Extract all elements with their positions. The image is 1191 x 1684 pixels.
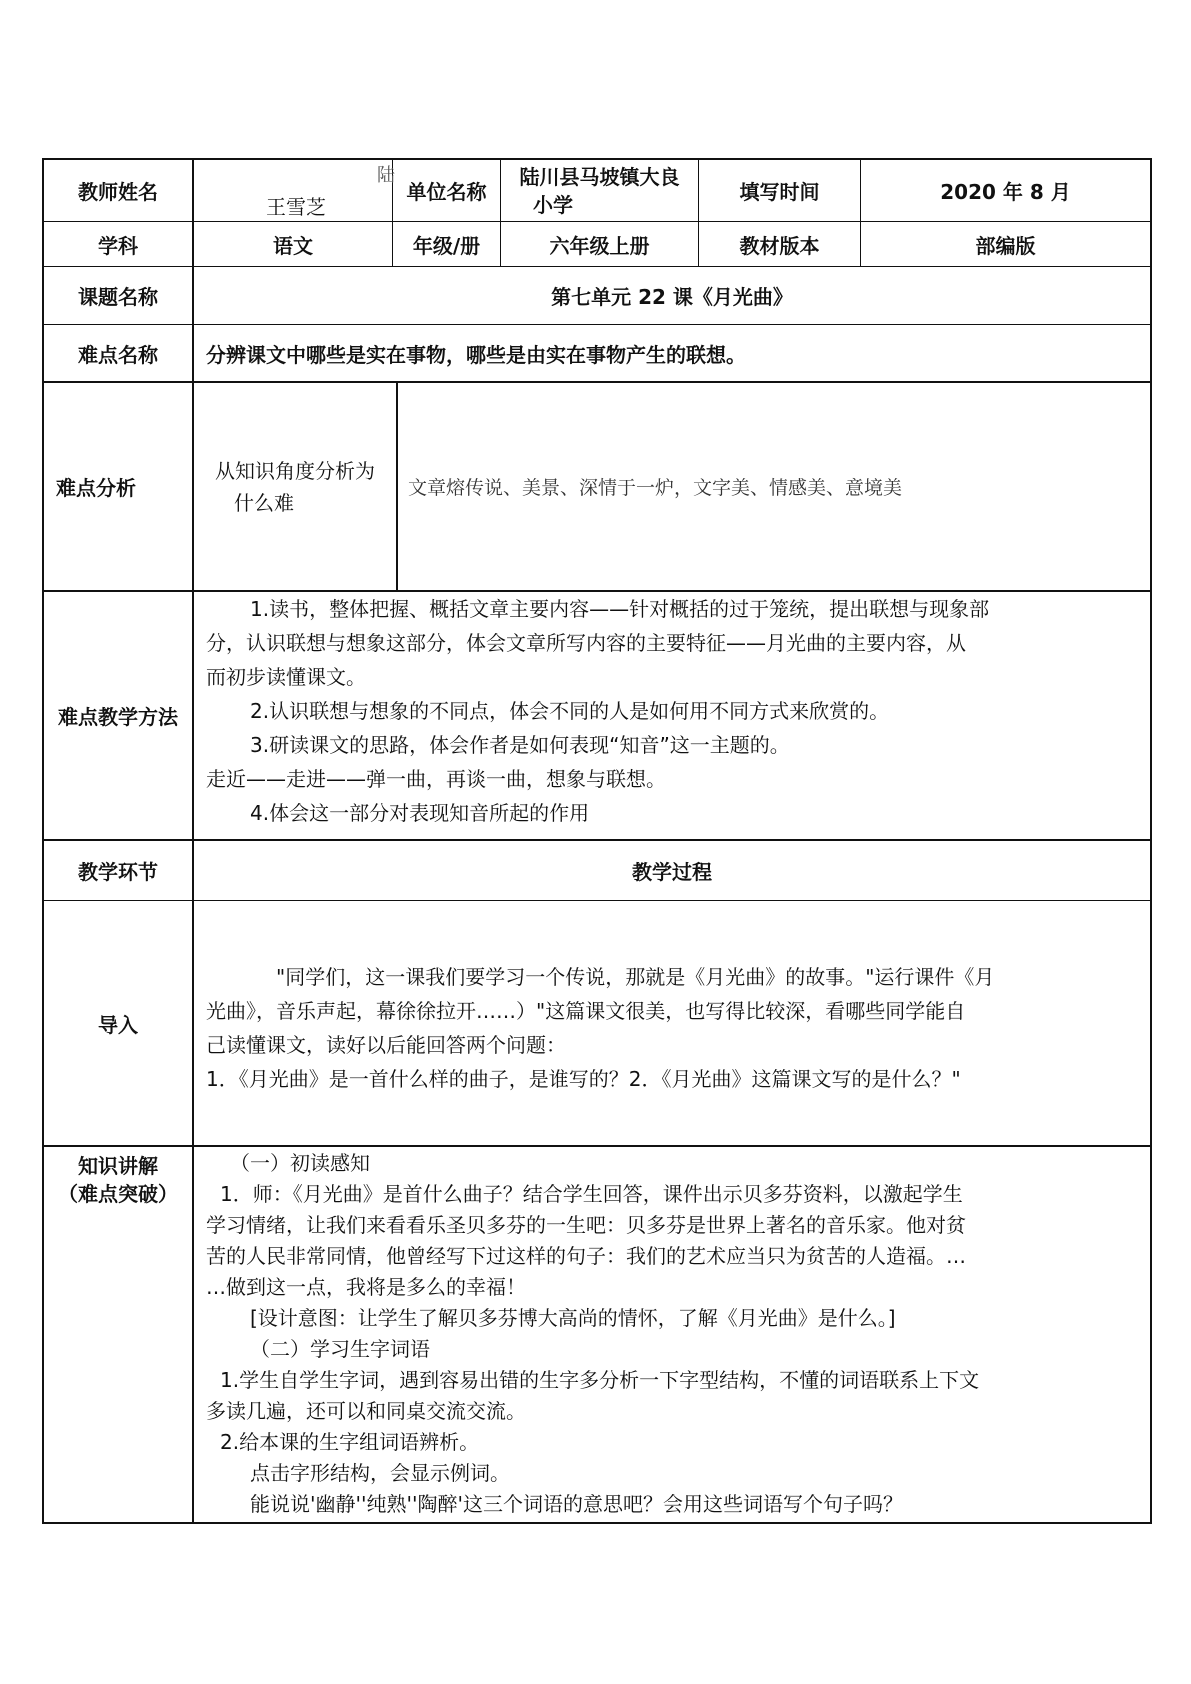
knowledge-line: （一）初读感知 bbox=[230, 1151, 370, 1175]
method-line: 而初步读懂课文。 bbox=[206, 665, 366, 689]
difficulty-label: 难点名称 bbox=[78, 342, 158, 367]
knowledge-line: 苦的人民非常同情，他曾经写下过这样的句子：我们的艺术应当只为贫苦的人造福。… bbox=[206, 1244, 966, 1268]
intro-line: "同学们，这一课我们要学习一个传说，那就是《月光曲》的故事。"运行课件《月 bbox=[276, 965, 995, 989]
knowledge-text bbox=[206, 1148, 1146, 1520]
process-value-label: 教学过程 bbox=[632, 860, 712, 884]
date-value: 2020 年 8 月 bbox=[940, 180, 1071, 204]
unit-value-line1: 陆川县马坡镇大良 bbox=[519, 164, 680, 189]
method-text bbox=[206, 592, 1146, 830]
knowledge-line: 2.给本课的生字组词语辨析。 bbox=[220, 1430, 480, 1454]
process-step-label: 教学环节 bbox=[78, 860, 158, 884]
method-label: 难点教学方法 bbox=[58, 705, 178, 729]
analysis-sub-label bbox=[194, 383, 396, 590]
teacher-label: 教师姓名 bbox=[78, 180, 158, 204]
difficulty-value: 分辨课文中哪些是实在事物，哪些是由实在事物产生的联想。 bbox=[206, 342, 746, 367]
knowledge-line: 学习情绪，让我们来看看乐圣贝多芬的一生吧：贝多芬是世界上著名的音乐家。他对贫 bbox=[206, 1213, 966, 1237]
knowledge-label bbox=[44, 1150, 192, 1210]
edition-label: 教材版本 bbox=[739, 233, 820, 258]
table-border-right bbox=[1150, 158, 1152, 1524]
unit-value-line2: 小学 bbox=[533, 192, 573, 217]
knowledge-line: （二）学习生字词语 bbox=[250, 1337, 430, 1361]
subject-label: 学科 bbox=[98, 233, 138, 258]
method-line: 1.读书，整体把握、概括文章主要内容——针对概括的过于笼统，提出联想与现象部 bbox=[250, 597, 990, 621]
knowledge-line: 能说说'幽静''纯熟''陶醉'这三个词语的意思吧？会用这些词语写个句子吗？ bbox=[250, 1492, 903, 1516]
intro-label: 导入 bbox=[98, 1012, 138, 1037]
method-line: 走近——走进——弹一曲，再谈一曲，想象与联想。 bbox=[206, 767, 666, 791]
knowledge-line: [设计意图：让学生了解贝多芬博大高尚的情怀，了解《月光曲》是什么。] bbox=[250, 1306, 896, 1330]
analysis-label: 难点分析 bbox=[56, 476, 136, 500]
analysis-sub-label-line2: 什么难 bbox=[234, 490, 294, 515]
knowledge-label-line2: （难点突破） bbox=[58, 1182, 178, 1206]
knowledge-line: 点击字形结构，会显示例词。 bbox=[250, 1461, 510, 1485]
method-line: 4.体会这一部分对表现知音所起的作用 bbox=[250, 801, 590, 825]
column-divider bbox=[396, 382, 398, 590]
method-line: 3.研读课文的思路，体会作者是如何表现“知音”这一主题的。 bbox=[250, 733, 790, 757]
method-line: 分，认识联想与想象这部分，体会文章所写内容的主要特征——月光曲的主要内容，从 bbox=[206, 631, 966, 655]
analysis-sub-label-line1: 从知识角度分析为 bbox=[215, 458, 375, 483]
knowledge-line: 多读几遍，还可以和同桌交流交流。 bbox=[206, 1399, 526, 1423]
knowledge-line: …做到这一点，我将是多么的幸福！ bbox=[206, 1275, 526, 1299]
intro-text bbox=[206, 960, 1146, 1096]
subject-value: 语文 bbox=[273, 233, 313, 258]
grade-label: 年级/册 bbox=[412, 233, 481, 258]
grade-value: 六年级上册 bbox=[549, 233, 650, 258]
table-divider bbox=[42, 900, 1152, 901]
table-divider bbox=[42, 1145, 1152, 1147]
topic-value: 第七单元 22 课《月光曲》 bbox=[551, 285, 793, 309]
knowledge-label-line1: 知识讲解 bbox=[78, 1154, 158, 1178]
analysis-value: 文章熔传说、美景、深情于一炉，文字美、情感美、意境美 bbox=[408, 477, 903, 499]
teacher-value: 王雪芝 bbox=[266, 194, 326, 219]
knowledge-line: 1．师：《月光曲》是首什么曲子？结合学生回答，课件出示贝多芬资料，以激起学生 bbox=[220, 1182, 963, 1206]
method-line: 2.认识联想与想象的不同点，体会不同的人是如何用不同方式来欣赏的。 bbox=[250, 699, 890, 723]
unit-value bbox=[501, 160, 698, 221]
table-border-bottom bbox=[42, 1522, 1152, 1524]
teacher-mark: 陆 bbox=[377, 165, 395, 186]
intro-line: 己读懂课文，读好以后能回答两个问题： bbox=[206, 1033, 566, 1057]
unit-label: 单位名称 bbox=[406, 180, 487, 204]
edition-value: 部编版 bbox=[975, 233, 1036, 258]
intro-line: 1．《月光曲》是一首什么样的曲子，是谁写的？2．《月光曲》这篇课文写的是什么？" bbox=[206, 1067, 961, 1091]
topic-label: 课题名称 bbox=[78, 285, 158, 309]
intro-line: 光曲》，音乐声起，幕徐徐拉开……）"这篇课文很美，也写得比较深，看哪些同学能自 bbox=[206, 999, 966, 1023]
knowledge-line: 1.学生自学生字词，遇到容易出错的生字多分析一下字型结构，不懂的词语联系上下文 bbox=[220, 1368, 980, 1392]
date-label: 填写时间 bbox=[739, 180, 820, 204]
